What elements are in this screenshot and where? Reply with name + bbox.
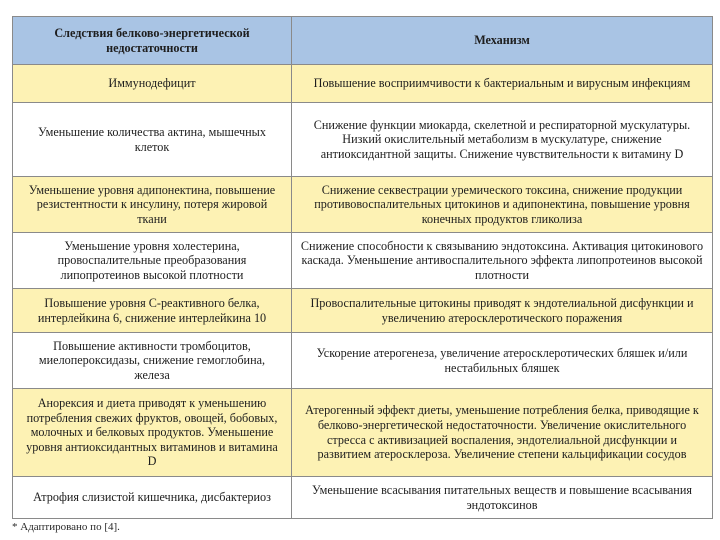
table-row — [13, 477, 713, 519]
mechanism-cell: Снижение секвестрации уремического токсина, снижение продукции противовоспалительных цитокинов и адипонектина, повышение уровня конечных продуктов гликолиза — [292, 177, 713, 233]
mechanism-cell: Ускорение атерогенеза, увеличение атеросклеротических бляшек и/или нестабильных бляшек — [292, 333, 713, 389]
table-row — [13, 103, 713, 177]
header-mechanism: Механизм — [292, 17, 713, 65]
consequence-cell: Уменьшение уровня адипонектина, повышение резистентности к инсулину, потеря жировой ткани — [13, 177, 292, 233]
mechanism-cell: Снижение способности к связыванию эндотоксина. Активация цитокинового каскада. Уменьшение антивоспалительного эффекта липопротеинов высокой плотности — [292, 233, 713, 289]
table-row — [13, 333, 713, 389]
table-row — [13, 389, 713, 477]
consequences-table — [12, 16, 713, 519]
consequence-cell: Анорексия и диета приводят к уменьшению потребления свежих фруктов, овощей, бобовых, молочных и белковых продуктов. Уменьшение уровня антиоксидантных витаминов и витамина D — [13, 389, 292, 477]
mechanism-cell: Повышение восприимчивости к бактериальным и вирусным инфекциям — [292, 65, 713, 103]
mechanism-cell: Уменьшение всасывания питательных веществ и повышение всасывания эндотоксинов — [292, 477, 713, 519]
mechanism-cell: Снижение функции миокарда, скелетной и респираторной мускулатуры. Низкий окислительный метаболизм в мускулатуре, снижение антиоксидантной защиты. Снижение чувствительности к витамину D — [292, 103, 713, 177]
mechanism-cell: Провоспалительные цитокины приводят к эндотелиальной дисфункции и увеличению атеросклеротического поражения — [292, 289, 713, 333]
mechanism-cell: Атерогенный эффект диеты, уменьшение потребления белка, приводящие к белково-энергетической недостаточности. Увеличение окислительного стресса с активизацией воспаления, эндотелиальной дисфункции и развитием атеросклероза. Увеличение степени кальцификации сосудов — [292, 389, 713, 477]
header-consequences: Следствия белково-энергетической недостаточности — [13, 17, 292, 65]
table-row — [13, 233, 713, 289]
table-header-row — [13, 17, 713, 65]
consequence-cell: Повышение уровня С-реактивного белка, интерлейкина 6, снижение интерлейкина 10 — [13, 289, 292, 333]
table-row — [13, 177, 713, 233]
consequence-cell: Уменьшение количества актина, мышечных клеток — [13, 103, 292, 177]
consequence-cell: Атрофия слизистой кишечника, дисбактериоз — [13, 477, 292, 519]
table-row — [13, 289, 713, 333]
footnote: * Адаптировано по [4]. — [12, 521, 120, 533]
consequence-cell: Повышение активности тромбоцитов, миелопероксидазы, снижение гемоглобина, железа — [13, 333, 292, 389]
consequence-cell: Иммунодефицит — [13, 65, 292, 103]
consequence-cell: Уменьшение уровня холестерина, провоспалительные преобразования липопротеинов высокой плотности — [13, 233, 292, 289]
table-row — [13, 65, 713, 103]
